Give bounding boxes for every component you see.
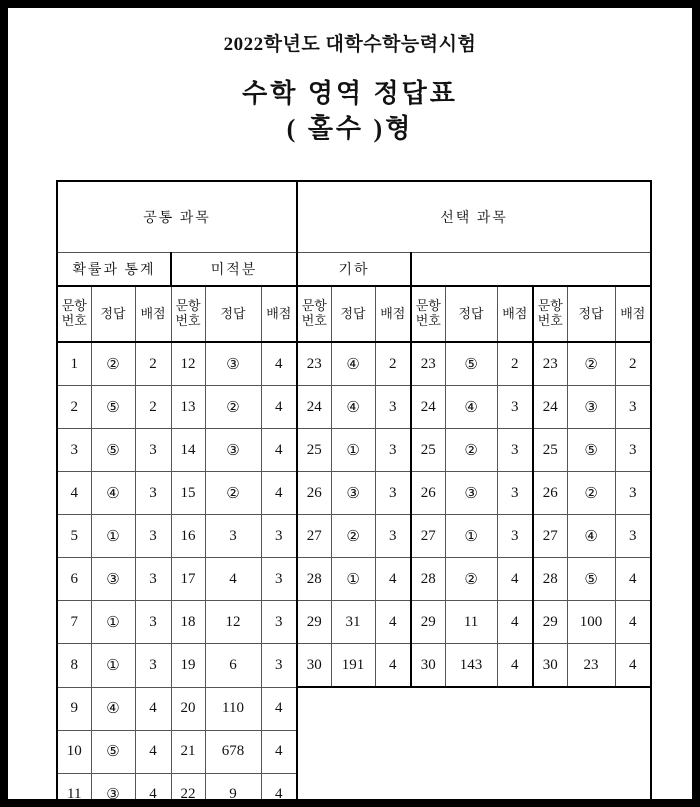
answer-value-common-a	[91, 601, 135, 644]
column-header-number-common-a	[57, 286, 91, 342]
group-header-elective: 선택 과목	[297, 181, 651, 253]
answer-value-calculus	[445, 515, 497, 558]
points-value-common-b: 3	[261, 558, 297, 601]
empty-cell-probability	[297, 773, 411, 807]
question-number-probability: 28	[297, 558, 331, 601]
answer-value-geometry	[567, 342, 615, 386]
answer-value-common-a	[91, 515, 135, 558]
circled-answer: ⑤	[584, 569, 598, 588]
points-value-common-b: 3	[261, 644, 297, 688]
answer-value-common-b: 4	[205, 558, 261, 601]
points-value-geometry: 2	[615, 342, 651, 386]
points-value-calculus: 3	[497, 515, 533, 558]
header-number-line1: 문항	[175, 298, 201, 314]
group-header-common: 공통 과목	[57, 181, 297, 253]
points-value-common-a: 3	[135, 644, 171, 688]
points-value-common-a: 3	[135, 601, 171, 644]
table-row	[57, 601, 651, 644]
circled-answer: ②	[346, 526, 360, 545]
question-number-probability: 23	[297, 342, 331, 386]
column-header-number-calculus	[411, 286, 445, 342]
answer-value-calculus	[445, 386, 497, 429]
answer-value-geometry	[567, 558, 615, 601]
points-value-common-a: 2	[135, 342, 171, 386]
answer-value-common-b	[205, 429, 261, 472]
answer-value-calculus	[445, 429, 497, 472]
circled-answer: ③	[106, 569, 120, 588]
answer-value-probability	[331, 515, 375, 558]
column-header-number-common-b	[171, 286, 205, 342]
answer-value-common-a	[91, 730, 135, 773]
answer-value-common-b: 110	[205, 687, 261, 730]
question-number-common-a: 11	[57, 773, 91, 807]
subject-header-calculus: 미적분	[171, 253, 297, 287]
points-value-geometry: 4	[615, 601, 651, 644]
answer-value-probability	[331, 429, 375, 472]
circled-answer: ②	[464, 569, 478, 588]
question-number-calculus: 30	[411, 644, 445, 688]
table-row	[57, 730, 651, 773]
points-value-common-b: 4	[261, 687, 297, 730]
table-header	[57, 181, 651, 342]
empty-cell-calculus	[411, 687, 533, 730]
points-value-probability: 4	[375, 601, 411, 644]
circled-answer: ②	[584, 354, 598, 373]
table-row	[57, 429, 651, 472]
column-header-points-probability: 배점	[375, 286, 411, 342]
points-value-probability: 3	[375, 472, 411, 515]
answer-value-common-a	[91, 386, 135, 429]
answer-value-common-b	[205, 386, 261, 429]
points-value-common-b: 4	[261, 342, 297, 386]
circled-answer: ①	[106, 526, 120, 545]
header-number-line2: 번호	[415, 313, 441, 328]
question-number-common-b: 15	[171, 472, 205, 515]
answer-value-common-a	[91, 472, 135, 515]
question-number-probability: 29	[297, 601, 331, 644]
points-value-geometry: 3	[615, 472, 651, 515]
question-number-common-b: 19	[171, 644, 205, 688]
answer-value-probability	[331, 386, 375, 429]
answer-value-common-a	[91, 558, 135, 601]
group-header-row	[57, 181, 651, 253]
column-header-answer-probability: 정답	[331, 286, 375, 342]
empty-cell-geometry	[533, 773, 651, 807]
question-number-geometry: 28	[533, 558, 567, 601]
points-value-common-a: 2	[135, 386, 171, 429]
question-number-probability: 27	[297, 515, 331, 558]
question-number-probability: 24	[297, 386, 331, 429]
question-number-geometry: 30	[533, 644, 567, 688]
points-value-common-a: 4	[135, 773, 171, 807]
form-type-title: ( 홀수 )형	[286, 113, 414, 143]
header-number-line2: 번호	[537, 313, 563, 328]
answer-value-calculus: 143	[445, 644, 497, 688]
points-value-common-b: 4	[261, 730, 297, 773]
question-number-common-a: 9	[57, 687, 91, 730]
points-value-probability: 2	[375, 342, 411, 386]
answer-value-probability	[331, 558, 375, 601]
subject-header-geometry: 기하	[297, 253, 411, 287]
answer-value-common-b	[205, 472, 261, 515]
header-number-line1: 문항	[301, 298, 327, 314]
table-body	[57, 342, 651, 807]
question-number-calculus: 23	[411, 342, 445, 386]
question-number-geometry: 29	[533, 601, 567, 644]
title-block	[8, 8, 692, 144]
answer-table-container	[56, 180, 651, 807]
points-value-common-b: 4	[261, 773, 297, 807]
points-value-probability: 3	[375, 429, 411, 472]
page-title: 수학 영역 정답표	[242, 78, 458, 108]
circled-answer: ④	[106, 483, 120, 502]
answer-value-common-b: 3	[205, 515, 261, 558]
points-value-common-a: 3	[135, 515, 171, 558]
subject-header-row	[57, 253, 651, 287]
circled-answer: ①	[106, 655, 120, 674]
column-header-points-common-b: 배점	[261, 286, 297, 342]
table-row	[57, 342, 651, 386]
points-value-geometry: 3	[615, 515, 651, 558]
question-number-common-b: 22	[171, 773, 205, 807]
points-value-common-a: 4	[135, 730, 171, 773]
question-number-common-b: 16	[171, 515, 205, 558]
points-value-probability: 4	[375, 644, 411, 688]
answer-value-common-b: 6	[205, 644, 261, 688]
points-value-calculus: 2	[497, 342, 533, 386]
circled-answer: ④	[346, 397, 360, 416]
circled-answer: ④	[106, 699, 120, 717]
answer-value-calculus	[445, 472, 497, 515]
circled-answer: ③	[226, 354, 240, 373]
answer-value-geometry	[567, 429, 615, 472]
column-header-number-geometry	[533, 286, 567, 342]
column-header-row	[57, 286, 651, 342]
circled-answer: ③	[346, 483, 360, 502]
points-value-common-b: 3	[261, 515, 297, 558]
question-number-common-a: 6	[57, 558, 91, 601]
circled-answer: ①	[346, 569, 360, 588]
question-number-common-a: 3	[57, 429, 91, 472]
points-value-common-b: 4	[261, 386, 297, 429]
circled-answer: ④	[464, 397, 478, 416]
circled-answer: ⑤	[106, 397, 120, 416]
table-row	[57, 515, 651, 558]
answer-value-common-a	[91, 687, 135, 730]
question-number-common-a: 8	[57, 644, 91, 688]
circled-answer: ②	[106, 354, 120, 373]
header-number-line2: 번호	[301, 313, 327, 328]
question-number-common-b: 21	[171, 730, 205, 773]
answer-value-geometry	[567, 515, 615, 558]
column-header-answer-common-b: 정답	[205, 286, 261, 342]
answer-value-probability: 191	[331, 644, 375, 688]
question-number-common-a: 1	[57, 342, 91, 386]
table-row	[57, 558, 651, 601]
circled-answer: ②	[226, 397, 240, 416]
answer-value-geometry: 100	[567, 601, 615, 644]
circled-answer: ①	[346, 440, 360, 459]
subject-header-probability: 확률과 통계	[57, 253, 171, 287]
circled-answer: ②	[226, 483, 240, 502]
points-value-calculus: 4	[497, 644, 533, 688]
question-number-common-b: 20	[171, 687, 205, 730]
circled-answer: ③	[464, 483, 478, 502]
question-number-common-b: 12	[171, 342, 205, 386]
answer-value-probability: 31	[331, 601, 375, 644]
points-value-common-b: 4	[261, 429, 297, 472]
empty-cell-probability	[297, 730, 411, 773]
question-number-calculus: 29	[411, 601, 445, 644]
circled-answer: ②	[584, 483, 598, 502]
circled-answer: ②	[464, 440, 478, 459]
question-number-probability: 30	[297, 644, 331, 688]
column-header-points-common-a: 배점	[135, 286, 171, 342]
answer-value-geometry	[567, 472, 615, 515]
table-row	[57, 773, 651, 807]
table-row	[57, 644, 651, 688]
points-value-common-a: 3	[135, 429, 171, 472]
circled-answer: ③	[106, 785, 120, 803]
question-number-geometry: 26	[533, 472, 567, 515]
question-number-geometry: 24	[533, 386, 567, 429]
column-header-answer-calculus: 정답	[445, 286, 497, 342]
question-number-geometry: 27	[533, 515, 567, 558]
points-value-probability: 3	[375, 386, 411, 429]
answer-value-probability	[331, 472, 375, 515]
question-number-common-a: 2	[57, 386, 91, 429]
empty-cell-geometry	[533, 730, 651, 773]
question-number-geometry: 25	[533, 429, 567, 472]
points-value-calculus: 4	[497, 601, 533, 644]
column-header-answer-common-a: 정답	[91, 286, 135, 342]
header-number-line1: 문항	[415, 298, 441, 314]
question-number-calculus: 24	[411, 386, 445, 429]
answer-value-calculus	[445, 342, 497, 386]
question-number-common-a: 10	[57, 730, 91, 773]
question-number-calculus: 25	[411, 429, 445, 472]
answer-value-probability	[331, 342, 375, 386]
empty-cell-calculus	[411, 730, 533, 773]
question-number-probability: 26	[297, 472, 331, 515]
table-row	[57, 472, 651, 515]
header-number-line1: 문항	[61, 298, 87, 314]
question-number-probability: 25	[297, 429, 331, 472]
circled-answer: ①	[106, 612, 120, 631]
points-value-calculus: 4	[497, 558, 533, 601]
table-row	[57, 386, 651, 429]
points-value-probability: 4	[375, 558, 411, 601]
answer-value-geometry	[567, 386, 615, 429]
header-number-line1: 문항	[537, 298, 563, 314]
question-number-common-b: 17	[171, 558, 205, 601]
circled-answer: ④	[584, 526, 598, 545]
question-number-common-a: 5	[57, 515, 91, 558]
circled-answer: ⑤	[106, 440, 120, 459]
points-value-calculus: 3	[497, 386, 533, 429]
column-header-points-calculus: 배점	[497, 286, 533, 342]
empty-cell-calculus	[411, 773, 533, 807]
points-value-geometry: 3	[615, 386, 651, 429]
answer-table	[56, 180, 652, 807]
points-value-geometry: 3	[615, 429, 651, 472]
header-number-line2: 번호	[175, 313, 201, 328]
answer-value-common-a	[91, 773, 135, 807]
circled-answer: ⑤	[464, 354, 478, 373]
empty-cell-probability	[297, 687, 411, 730]
question-number-geometry: 23	[533, 342, 567, 386]
answer-value-common-a	[91, 429, 135, 472]
question-number-common-a: 4	[57, 472, 91, 515]
question-number-common-b: 13	[171, 386, 205, 429]
answer-value-common-b: 9	[205, 773, 261, 807]
answer-value-common-b: 678	[205, 730, 261, 773]
points-value-common-a: 3	[135, 558, 171, 601]
points-value-geometry: 4	[615, 558, 651, 601]
circled-answer: ⑤	[106, 742, 120, 760]
column-header-answer-geometry: 정답	[567, 286, 615, 342]
question-number-common-b: 18	[171, 601, 205, 644]
table-row	[57, 687, 651, 730]
points-value-common-b: 3	[261, 601, 297, 644]
question-number-calculus: 27	[411, 515, 445, 558]
points-value-calculus: 3	[497, 472, 533, 515]
question-number-calculus: 26	[411, 472, 445, 515]
circled-answer: ①	[464, 526, 478, 545]
answer-value-common-b: 12	[205, 601, 261, 644]
column-header-number-probability	[297, 286, 331, 342]
question-number-calculus: 28	[411, 558, 445, 601]
points-value-geometry: 4	[615, 644, 651, 688]
circled-answer: ③	[226, 440, 240, 459]
question-number-common-a: 7	[57, 601, 91, 644]
answer-value-calculus	[445, 558, 497, 601]
circled-answer: ④	[346, 354, 360, 373]
circled-answer: ⑤	[584, 440, 598, 459]
answer-value-common-b	[205, 342, 261, 386]
points-value-probability: 3	[375, 515, 411, 558]
answer-value-calculus: 11	[445, 601, 497, 644]
answer-value-common-a	[91, 342, 135, 386]
points-value-common-a: 4	[135, 687, 171, 730]
answer-value-geometry: 23	[567, 644, 615, 688]
points-value-calculus: 3	[497, 429, 533, 472]
empty-cell-geometry	[533, 687, 651, 730]
points-value-common-b: 4	[261, 472, 297, 515]
header-number-line2: 번호	[61, 313, 87, 328]
points-value-common-a: 3	[135, 472, 171, 515]
circled-answer: ③	[584, 397, 598, 416]
question-number-common-b: 14	[171, 429, 205, 472]
answer-value-common-a	[91, 644, 135, 688]
exam-year-title: 2022학년도 대학수학능력시험	[223, 34, 477, 55]
column-header-points-geometry: 배점	[615, 286, 651, 342]
